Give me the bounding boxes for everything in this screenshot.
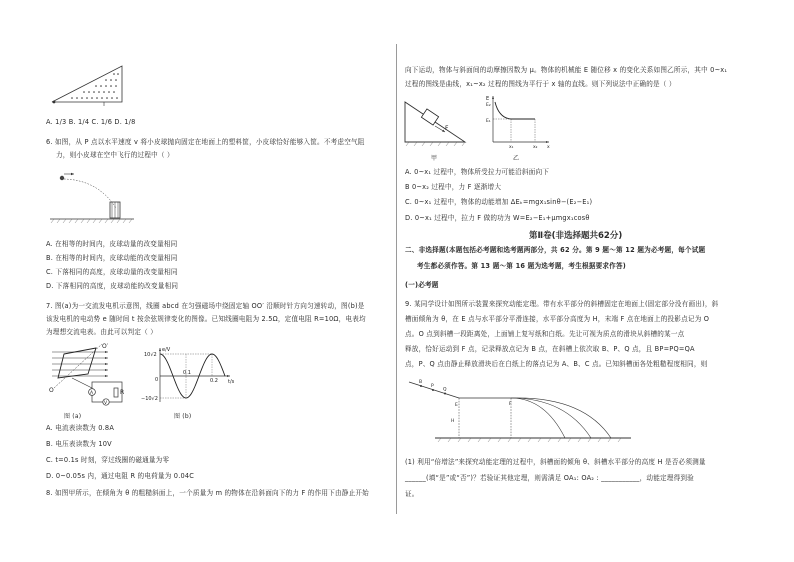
figure-a-caption: 图 (a) bbox=[64, 413, 82, 420]
svg-text:H: H bbox=[451, 419, 455, 424]
energy-displacement-graph bbox=[485, 92, 555, 150]
q6-option-a: A. 在相等的时间内，皮球动量的改变量相同 bbox=[46, 240, 178, 248]
q7-stem-line-3: 为理想交流电表。由此可以判定（ ） bbox=[46, 328, 157, 336]
q7-option-a: A. 电流表读数为 0.8A bbox=[46, 424, 115, 432]
svg-text:V: V bbox=[104, 401, 108, 406]
q9-part1-line-3: 证。 bbox=[405, 490, 419, 498]
figure-jia-caption: 甲 bbox=[431, 155, 438, 162]
q9-stem-line-2: 槽面倾角为 θ，在 E 点与水平部分平滑连接，水平部分高度为 H，末端 F 点在地面上的投影点记为 O bbox=[405, 315, 710, 323]
q6-projectile-figure bbox=[48, 168, 138, 226]
q6-option-c: C. 下落相同的高度，皮球动量的改变量相同 bbox=[46, 268, 178, 276]
q9-stem-line-5: 点，P、Q 点由静止释放滑块后在白纸上的落点记为 A、B、C 点。已知斜槽面各处粗糙程度相同，则 bbox=[405, 360, 708, 368]
q6-stem-line-1: 6. 如图，从 P 点以水平速度 v 将小皮球抛向固定在地面上的塑料筐，小皮球恰好能够入筐。不考虑空气阻 bbox=[46, 138, 365, 146]
svg-text:R: R bbox=[120, 389, 125, 396]
y-axis-arrow bbox=[159, 348, 161, 351]
q5-options: A. 1/3 B. 1/4 C. 1/6 D. 1/8 bbox=[46, 118, 136, 126]
svg-text:x₂: x₂ bbox=[533, 145, 538, 150]
q7-stem-line-1: 7. 图(a)为一交流发电机示意图，线圈 abcd 在匀强磁场中绕固定轴 OO′ 沿顺时针方向匀速转动，图(b)是 bbox=[46, 302, 365, 310]
svg-text:E: E bbox=[455, 403, 458, 408]
q9-part1-line-1: (1) 利用“倍增法”来探究动能定理的过程中，斜槽面的倾角 θ、斜槽水平部分的高度 H 是否必须测量 bbox=[405, 458, 706, 466]
q9-stem-line-4: 释放，恰好运动到 F 点，记录释放点记为 B 点，在斜槽上依次取 B、P、Q 点，且 BP=PQ=QA bbox=[405, 345, 695, 353]
q9-part1-line-2: ______(填“是”或“否”)？若验证其他定理，则需满足 OA₁: OA₂ : ___________，动能定理得到验 bbox=[405, 474, 694, 482]
q8-incline-figure bbox=[401, 96, 471, 150]
figure-b-caption: 图 (b) bbox=[174, 413, 192, 420]
figure-yi-caption: 乙 bbox=[513, 155, 520, 162]
y-axis-label: e/V bbox=[162, 347, 171, 353]
q7-generator-figure bbox=[48, 344, 130, 410]
subsection-title: (一)必考题 bbox=[405, 281, 439, 289]
x-axis-label: t/s bbox=[228, 379, 235, 385]
q8-stem-line-2: 向下运动，物体与斜面间的动摩擦因数为 μ。物体的机械能 E 随位移 x 的变化关系如图乙所示，其中 0~x₁ bbox=[405, 66, 728, 74]
q6-option-b: B. 在相等的时间内，皮球动能的改变量相同 bbox=[46, 254, 178, 262]
svg-text:P: P bbox=[431, 384, 434, 389]
q8-stem-line-1: 8. 如图甲所示，在倾角为 θ 的粗糙斜面上，一个质量为 m 的物体在沿斜面向下的力 F 的作用下由静止开始 bbox=[46, 489, 369, 497]
section-title: 第Ⅱ卷(非选择题共62分) bbox=[529, 231, 623, 241]
q5-triangle-figure bbox=[44, 62, 134, 108]
x-tick-0-1: 0.1 bbox=[183, 370, 191, 376]
svg-text:Q: Q bbox=[443, 387, 447, 393]
svg-text:B: B bbox=[419, 380, 423, 385]
q8-stem-line-3: 过程的图线是曲线，x₁~x₂ 过程的图线为平行于 x 轴的直线。则下列说法中正确的是（ ） bbox=[405, 80, 676, 88]
q7-stem-line-2: 该发电机的电动势 e 随时间 t 按余弦规律变化的图像。已知线圈电阻为 2.5Ω，定值电阻 R=10Ω，电表均 bbox=[46, 315, 366, 323]
svg-text:F: F bbox=[509, 402, 512, 407]
svg-text:E₁: E₁ bbox=[486, 119, 491, 124]
svg-text:E: E bbox=[486, 96, 490, 102]
emf-cosine-chart bbox=[141, 344, 235, 408]
y-tick-min: −10√2 bbox=[141, 396, 158, 402]
q8-option-d: D. 0~x₁ 过程中，拉力 F 做的功为 W=E₂−E₁+μmgx₁cosθ bbox=[405, 214, 590, 222]
svg-text:E₂: E₂ bbox=[486, 103, 491, 108]
svg-text:x: x bbox=[547, 145, 550, 150]
section-intro-line-2: 考生都必须作答。第 13 题～第 16 题为选考题，考生根据要求作答) bbox=[417, 262, 626, 270]
q7-option-d: D. 0~0.05s 内，通过电阻 R 的电荷量为 0.04C bbox=[46, 472, 195, 480]
q9-stem-line-3: 点。O 点到斜槽一段距离处，上面铺上复写纸和白纸。先让可视为质点的滑块从斜槽的某一点 bbox=[405, 330, 685, 338]
section-intro-line-1: 二、非选择题(本题包括必考题和选考题两部分，共 62 分。第 9 题～第 12 题为必考题，每个试题 bbox=[405, 246, 706, 254]
q8-option-c: C. 0~x₁ 过程中，物体的动能增加 ΔEₖ=mgx₁sinθ−(E₂−E₁) bbox=[405, 198, 593, 206]
q8-option-a: A. 0~x₁ 过程中，物体所受拉力可能沿斜面向下 bbox=[405, 168, 550, 176]
svg-text:O′: O′ bbox=[102, 343, 109, 350]
origin-label: 0 bbox=[155, 377, 159, 383]
q7-option-b: B. 电压表读数为 10V bbox=[46, 440, 112, 448]
x-axis-arrow bbox=[227, 375, 230, 377]
q6-option-d: D. 下落相同的高度，皮球动能的改变量相同 bbox=[46, 282, 179, 290]
q9-ramp-figure bbox=[405, 378, 653, 450]
x-tick-0-2: 0.2 bbox=[210, 378, 218, 384]
svg-text:A: A bbox=[90, 391, 94, 396]
q7-option-c: C. t=0.1s 时刻，穿过线圈的磁通量为零 bbox=[46, 456, 170, 464]
svg-text:F: F bbox=[445, 125, 449, 132]
q8-option-b: B 0~x₂ 过程中，力 F 逐渐增大 bbox=[405, 183, 502, 191]
svg-text:O: O bbox=[49, 387, 54, 394]
q9-stem-line-1: 9. 某同学设计如图所示装置来探究动能定理。带有水平部分的斜槽固定在地面上(固定部分没有画出)，斜 bbox=[405, 300, 719, 308]
q6-stem-line-2: 力，则小皮球在空中飞行的过程中（ ） bbox=[56, 151, 174, 159]
y-tick-max: 10√2 bbox=[144, 352, 157, 358]
right-column bbox=[397, 0, 794, 562]
svg-text:x₁: x₁ bbox=[509, 145, 514, 150]
